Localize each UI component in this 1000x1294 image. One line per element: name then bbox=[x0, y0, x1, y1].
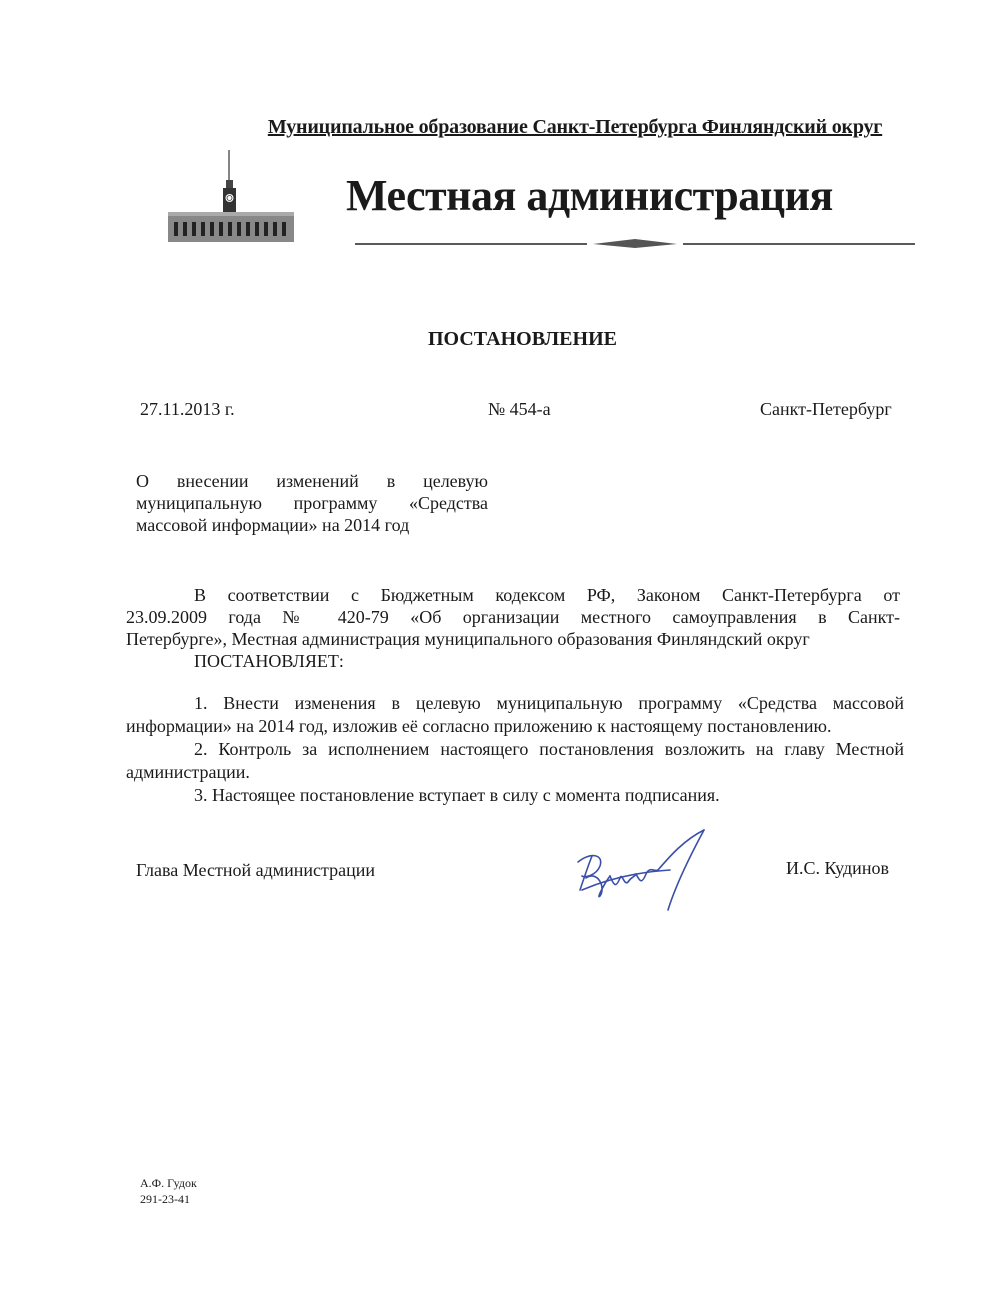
administration-title: Местная администрация bbox=[346, 171, 833, 220]
decree-item-3: 3. Настоящее постановление вступает в силу с момента подписания. bbox=[194, 785, 720, 805]
subject-line: муниципальную программу «Средства bbox=[136, 493, 488, 513]
municipality-title: Муниципальное образование Санкт-Петербурга Финляндский округ bbox=[267, 116, 883, 138]
document-city: Санкт-Петербург bbox=[760, 399, 892, 419]
decree-item-1: 1. Внести изменения в целевую муниципальную программу «Средства массовой bbox=[194, 693, 904, 713]
handwritten-signature bbox=[570, 826, 720, 916]
preamble bbox=[126, 584, 900, 672]
executor-phone: 291-23-41 bbox=[140, 1192, 190, 1206]
executor-name: А.Ф. Гудок bbox=[140, 1176, 197, 1190]
preamble-line: Петербурге», Местная администрация муниципального образования Финляндский округ bbox=[126, 629, 810, 649]
document-type-heading: ПОСТАНОВЛЕНИЕ bbox=[428, 328, 617, 350]
signatory-name: И.С. Кудинов bbox=[786, 858, 889, 878]
decree-items bbox=[126, 692, 904, 807]
decrees-word: ПОСТАНОВЛЯЕТ: bbox=[194, 651, 344, 671]
document-subject bbox=[136, 470, 488, 536]
executor-info bbox=[140, 1175, 197, 1207]
document-number: № 454-а bbox=[488, 399, 551, 419]
subject-line: массовой информации» на 2014 год bbox=[136, 515, 410, 535]
building-logo-icon bbox=[168, 150, 294, 242]
signatory-position: Глава Местной администрации bbox=[136, 860, 376, 880]
subject-line: О внесении изменений в целевую bbox=[136, 471, 488, 491]
preamble-line: 23.09.2009 года № 420-79 «Об организации местного самоуправления в Санкт- bbox=[126, 607, 900, 627]
decree-item-2: 2. Контроль за исполнением настоящего постановления возложить на главу Местной bbox=[194, 739, 904, 759]
decree-item-2-cont: администрации. bbox=[126, 762, 250, 782]
preamble-line: В соответствии с Бюджетным кодексом РФ, Законом Санкт-Петербурга от bbox=[194, 585, 900, 605]
decree-item-1-cont: информации» на 2014 год, изложив её согласно приложению к настоящему постановлению. bbox=[126, 716, 832, 736]
header-divider bbox=[355, 236, 915, 250]
document-date: 27.11.2013 г. bbox=[140, 399, 235, 419]
